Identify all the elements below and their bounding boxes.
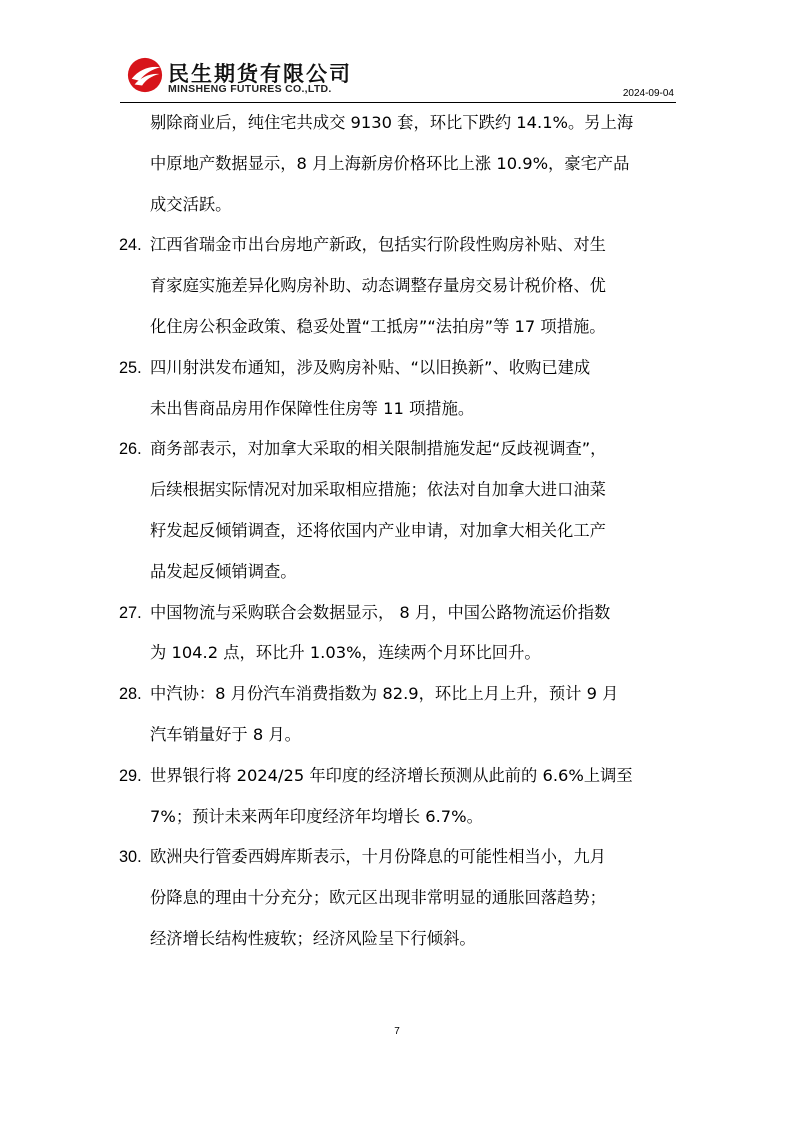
company-name-en: MINSHENG FUTURES CO.,LTD. [168,83,332,95]
item-text-line: 品发起反倾销调查。 [150,561,297,581]
item-text-line: 籽发起反倾销调查，还将依国内产业申请，对加拿大相关化工产 [150,520,606,540]
list-item-27 [119,593,679,675]
news-list [119,103,679,960]
company-name-cn: 民生期货有限公司 [168,62,352,86]
item-text-line: 剔除商业后，纯住宅共成交 9130 套，环比下跌约 14.1%。另上海 [150,113,634,132]
item-number: 24. [119,236,142,255]
item-text-line: 中汽协：8 月份汽车消费指数为 82.9，环比上月上升，预计 9 月 [150,684,619,704]
item-text-line: 商务部表示，对加拿大采取的相关限制措施发起“反歧视调查”， [150,439,607,459]
item-number: 29. [119,766,142,785]
item-text-line: 汽车销量好于 8 月。 [150,724,301,744]
list-item-continued [119,103,679,225]
item-number: 30. [119,848,142,867]
item-number: 27. [119,603,142,622]
list-item-26 [119,429,679,592]
list-item-28 [119,674,679,756]
item-text-line: 为 104.2 点，环比升 1.03%，连续两个月环比回升。 [150,643,541,663]
item-number: 25. [119,358,142,377]
item-text-line: 中国物流与采购联合会数据显示， 8 月，中国公路物流运价指数 [150,602,611,622]
item-text-line: 江西省瑞金市出台房地产新政，包括实行阶段性购房补贴、对生 [150,235,606,255]
item-number: 26. [119,440,142,459]
item-text-line: 未出售商品房用作保障性住房等 11 项措施。 [150,398,475,418]
list-item-24 [119,225,679,347]
item-text-line: 后续根据实际情况对加采取相应措施；依法对自加拿大进口油菜 [150,480,606,500]
item-text-line: 7%；预计未来两年印度经济年均增长 6.7%。 [150,806,483,826]
minsheng-logo-icon [126,56,164,94]
page-header [120,50,676,102]
item-text-line: 化住房公积金政策、稳妥处置“工抵房”“法拍房”等 17 项措施。 [150,316,606,336]
item-text-line: 育家庭实施差异化购房补助、动态调整存量房交易计税价格、优 [150,276,606,296]
item-text-line: 四川射洪发布通知，涉及购房补贴、“以旧换新”、收购已建成 [150,357,591,377]
item-text-line: 中原地产数据显示，8 月上海新房价格环比上涨 10.9%，豪宅产品 [150,153,630,173]
item-number: 28. [119,685,142,704]
list-item-30 [119,837,679,959]
item-text-line: 欧洲央行管委西姆库斯表示，十月份降息的可能性相当小，九月 [150,847,606,867]
item-text-line: 成交活跃。 [150,194,232,214]
list-item-29 [119,756,679,838]
page-number: 7 [394,1026,400,1037]
item-text-line: 份降息的理由十分充分；欧元区出现非常明显的通胀回落趋势； [150,888,606,908]
item-text-line: 经济增长结构性疲软；经济风险呈下行倾斜。 [150,928,476,948]
item-text-line: 世界银行将 2024/25 年印度的经济增长预测从此前的 6.6%上调至 [150,765,633,785]
list-item-25 [119,348,679,430]
report-date: 2024-09-04 [622,88,674,99]
